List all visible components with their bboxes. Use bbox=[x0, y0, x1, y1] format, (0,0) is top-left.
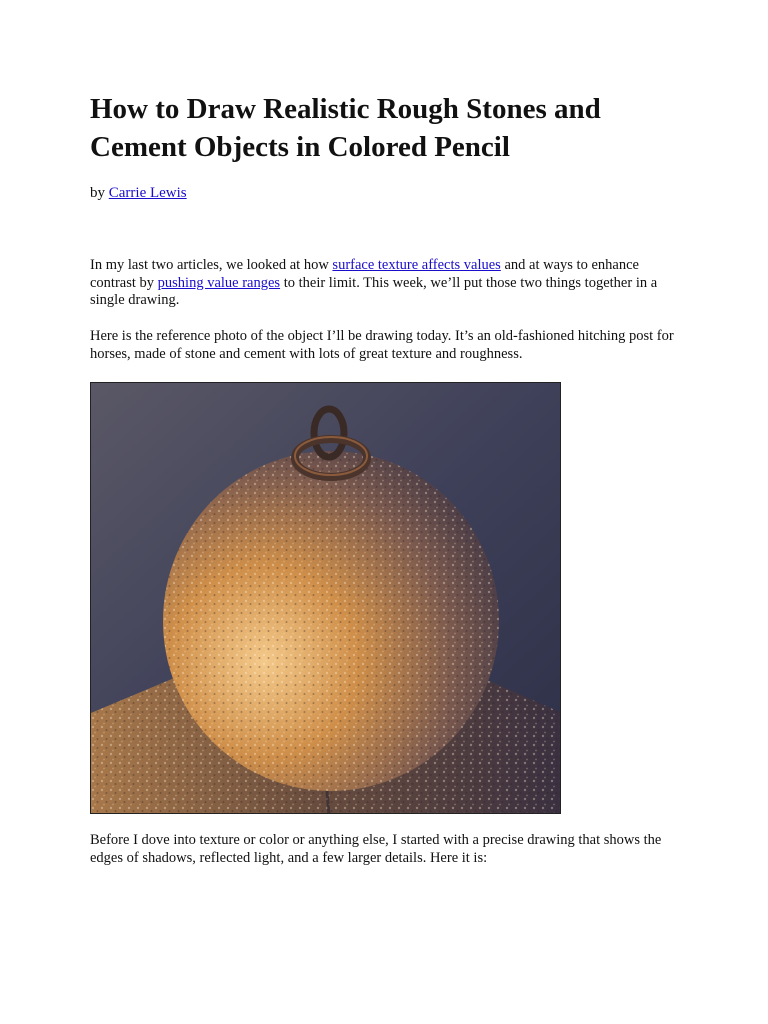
byline-prefix: by bbox=[90, 185, 109, 201]
reference-photo-paragraph: Here is the reference photo of the object I’ll be drawing today. It’s an old-fashioned hitching post for horses, made of stone and cement with lots of great texture and roughness. bbox=[90, 328, 674, 362]
pushing-value-ranges-link[interactable]: pushing value ranges bbox=[157, 274, 281, 291]
article-title: How to Draw Realistic Rough Stones and Cement Objects in Colored Pencil bbox=[90, 93, 601, 163]
stone-hitching-post-image bbox=[91, 383, 561, 814]
reference-photo bbox=[90, 382, 561, 814]
intro-text-c: to their limit. This week, we’ll put those two things together in a single drawing. bbox=[90, 274, 658, 308]
intro-paragraph bbox=[90, 257, 675, 310]
intro-text-a: In my last two articles, we looked at how bbox=[90, 257, 333, 273]
surface-texture-link[interactable]: surface texture affects values bbox=[332, 257, 501, 273]
intro-text-b: and at ways to enhance contrast by bbox=[90, 257, 639, 291]
drawing-intro-paragraph: Before I dove into texture or color or anything else, I started with a precise drawing that shows the edges of shadows, reflected light, and a few larger details. Here it is: bbox=[90, 832, 662, 866]
byline bbox=[90, 184, 187, 203]
author-link[interactable]: Carrie Lewis bbox=[108, 185, 187, 201]
